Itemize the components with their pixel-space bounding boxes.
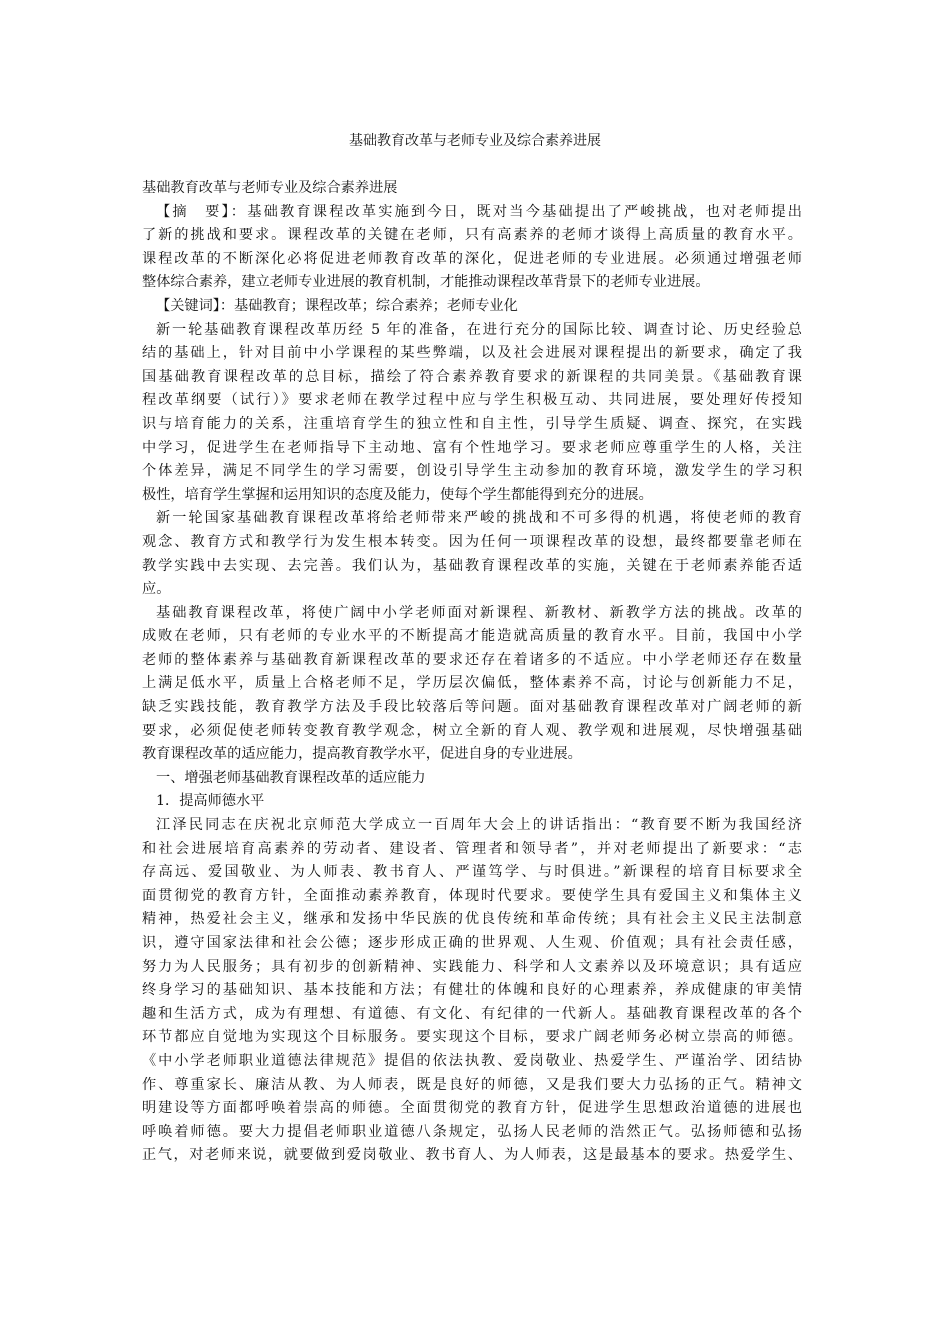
text-line: 趣和生活方式，成为有理想、有道德、有文化、有纪律的一代新人。基础教育课程改革的各个 <box>142 1005 802 1022</box>
text-line: 中学习，促进学生在老师指导下主动地、富有个性地学习。要求老师应尊重学生的人格，关注 <box>142 439 802 456</box>
text-line: 识，遵守国家法律和社会公德；逐步形成正确的世界观、人生观、价值观；具有社会责任感， <box>142 935 802 951</box>
text-line: 观念、教育方式和教学行为发生根本转变。因为任何一项课程改革的设想，最终都要靠老师在 <box>142 533 802 550</box>
text-line: 新一轮基础教育课程改革历经 5 年的准备，在进行充分的国际比较、调查讨论、历史经验总 <box>156 321 802 338</box>
text-line: 江泽民同志在庆祝北京师范大学成立一百周年大会上的讲话指出：“教育要不断为我国经济 <box>156 817 802 834</box>
text-line: 结的基础上，针对目前中小学课程的某些弊端，以及社会进展对课程提出的新要求，确定了我 <box>142 345 802 362</box>
document-body <box>142 177 802 1168</box>
text-line: 明建设等方面都呼唤着崇高的师德。全面贯彻党的教育方针，促进学生思想政治道德的进展也 <box>142 1100 802 1117</box>
text-line: 新一轮国家基础教育课程改革将给老师带来严峻的挑战和不可多得的机遇，将使老师的教育 <box>156 510 802 527</box>
text-line: 国基础教育课程改革的总目标，描绘了符合素养教育要求的新课程的共同美景。《基础教育课 <box>142 368 802 385</box>
text-line: 精神，热爱社会主义，继承和发扬中华民族的优良传统和革命传统；具有社会主义民主法制意 <box>142 911 802 928</box>
text-line: 极性，培育学生掌握和运用知识的态度及能力，使每个学生都能得到充分的进展。 <box>142 486 653 503</box>
text-line: 个体差异，满足不同学生的学习需要，创设引导学生主动参加的教育环境，激发学生的学习积 <box>142 463 802 480</box>
text-line: 和社会进展培育高素养的劳动者、建设者、管理者和领导者”，并对老师提出了新要求：“志 <box>142 840 802 857</box>
text-line: 基础教育课程改革，将使广阔中小学老师面对新课程、新教材、新教学方法的挑战。改革的 <box>156 604 802 621</box>
text-line: 终身学习的基础知识、基本技能和方法；有健壮的体魄和良好的心理素养，养成健康的审美情 <box>142 982 802 999</box>
text-line: 应。 <box>142 581 171 598</box>
text-line: 面贯彻党的教育方针，全面推动素养教育，体现时代要求。要使学生具有爱国主义和集体主义 <box>142 887 802 904</box>
text-line: 存高远、爱国敬业、为人师表、教书育人、严谨笃学、与时俱进。”新课程的培育目标要求全 <box>142 864 802 881</box>
text-line: 环节都应自觉地为实现这个目标服务。要实现这个目标，要求广阔老师务必树立崇高的师德。 <box>142 1029 802 1046</box>
text-line: 缺乏实践技能，教育教学方法及手段比较落后等问题。面对基础教育课程改革对广阔老师的新 <box>142 699 802 716</box>
text-line: 努力为人民服务；具有初步的创新精神、实践能力、科学和人文素养以及环境意识；具有适应 <box>142 958 802 975</box>
text-line: 基础教育改革与老师专业及综合素养进展 <box>142 180 398 196</box>
text-line: 【摘 要】：基础教育课程改革实施到今日，既对当今基础提出了严峻挑战，也对老师提出 <box>156 203 802 220</box>
text-line: 程改革纲要（试行）》要求老师在教学过程中应与学生积极互动、共同进展，要处理好传授知 <box>142 392 802 409</box>
text-line: 整体综合素养，建立老师专业进展的教育机制，才能推动课程改革背景下的老师专业进展。 <box>142 274 710 291</box>
text-line: 作、尊重家长、廉洁从教、为人师表，既是良好的师德，又是我们要大力弘扬的正气。精神文 <box>142 1076 802 1093</box>
text-line: 【关键词】：基础教育；课程改革；综合素养；老师专业化 <box>156 297 518 314</box>
text-line: 呼唤着师德。要大力提倡老师职业道德八条规定，弘扬人民老师的浩然正气。弘扬师德和弘扬 <box>142 1123 802 1140</box>
text-line: 上满足低水平，质量上合格老师不足，学历层次偏低，整体素养不高，讨论与创新能力不足， <box>142 675 802 692</box>
text-line: 教学实践中去实现、去完善。我们认为，基础教育课程改革的实施，关键在于老师素养能否适 <box>142 557 802 574</box>
text-line: 成败在老师，只有老师的专业水平的不断提高才能造就高质量的教育水平。目前，我国中小学 <box>142 628 802 645</box>
text-line: 了新的挑战和要求。课程改革的关键在老师，只有高素养的老师才谈得上高质量的教育水平。 <box>142 227 802 244</box>
text-line: 1．提高师德水平 <box>156 793 265 810</box>
text-line: 老师的整体素养与基础教育新课程改革的要求还存在着诸多的不适应。中小学老师还存在数量 <box>142 651 802 668</box>
text-line: 课程改革的不断深化必将促进老师教育改革的深化，促进老师的专业进展。必须通过增强老师 <box>142 250 802 267</box>
text-line: 正气，对老师来说，就要做到爱岗敬业、教书育人、为人师表，这是最基本的要求。热爱学生、 <box>142 1147 802 1164</box>
text-line: 一、增强老师基础教育课程改革的适应能力 <box>156 769 426 786</box>
document-title: 基础教育改革与老师专业及综合素养进展 <box>349 133 601 149</box>
text-line: 《中小学老师职业道德法律规范》提倡的依法执教、爱岗敬业、热爱学生、严谨治学、团结协 <box>142 1052 802 1069</box>
text-line: 教育课程改革的适应能力，提高教育教学水平，促进自身的专业进展。 <box>142 746 582 763</box>
text-line: 识与培育能力的关系，注重培育学生的独立性和自主性，引导学生质疑、调查、探究，在实践 <box>142 415 802 432</box>
text-line: 要求，必须促使老师转变教育教学观念，树立全新的育人观、教学观和进展观，尽快增强基础 <box>142 722 802 739</box>
